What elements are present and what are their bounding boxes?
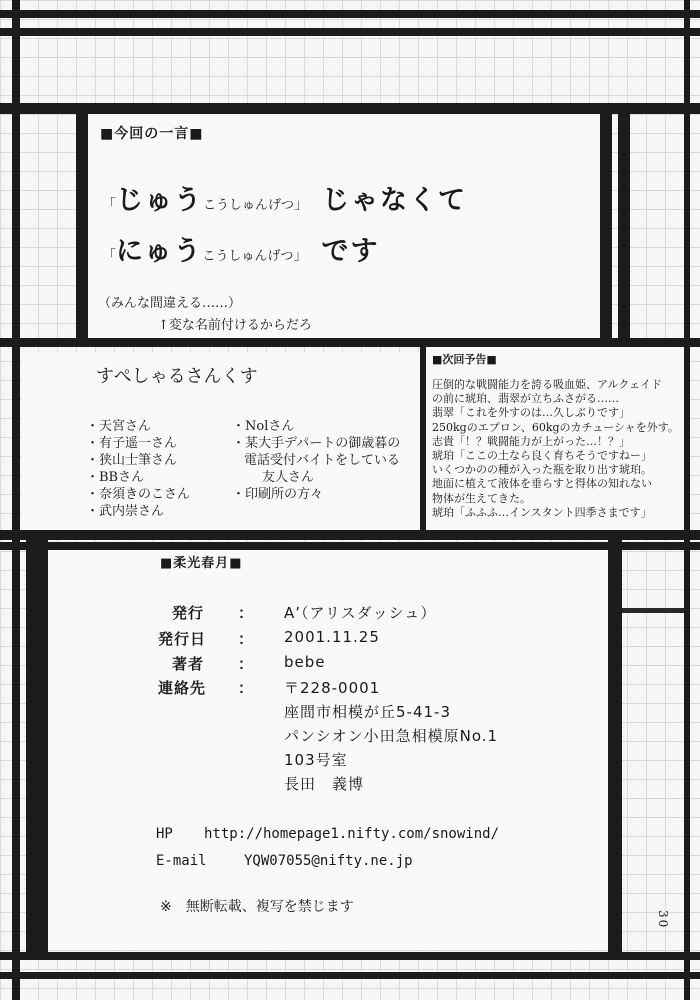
notice-line: 250kgのエプロン、60kgのカチューシャを外す。 [432, 420, 679, 434]
thanks-left-list [86, 418, 190, 520]
address-line: 座間市相模が丘5-41-3 [284, 703, 451, 721]
thanks-item: ・有子遥一さん [86, 436, 178, 451]
frame-bar-bottom-2 [0, 972, 700, 979]
thanks-item: ・天宮さん [86, 419, 152, 434]
frame-bar-left-2 [76, 103, 88, 345]
row-value: bebe [284, 653, 326, 671]
thanks-right-list [232, 418, 400, 503]
row-sep: ： [238, 630, 255, 648]
frame-bar-right-2 [618, 103, 630, 345]
word-main-1: じゅう [116, 185, 203, 216]
notice-line: いくつかのの種が入った瓶を取り出す琥珀。 [432, 463, 652, 477]
frame-bar-mid-2 [0, 338, 700, 347]
row-label: 発行 [172, 604, 205, 622]
address-line: パンシオン小田急相模原No.1 [284, 727, 499, 745]
frame-bar-mid-4 [0, 542, 700, 550]
hp-label: HP [156, 826, 173, 842]
notice-line: 物体が生えてきた。 [432, 491, 531, 505]
thanks-item: 友人さん [262, 470, 315, 485]
bracket-open: 「 [102, 248, 116, 264]
thanks-item: 電話受付バイトをしている [244, 453, 401, 468]
notice-line: 志貴「！？戦闘能力が上がった…！？」 [432, 434, 630, 448]
bracket-open: 「 [102, 197, 116, 213]
notice-line: 翡翠「これを外すのは…久しぶりです」 [432, 406, 630, 420]
thanks-item: ・Nolさん [232, 419, 295, 434]
word-line-1 [102, 178, 467, 217]
row-sep: ： [238, 655, 255, 673]
word-note-2: ↑変な名前付けるからだろ [158, 318, 312, 333]
row-label: 連絡先 [158, 679, 207, 697]
row-value: 〒228-0001 [284, 679, 381, 697]
frame-bar-right-thin [622, 608, 684, 613]
thanks-item: ・奈須きのこさん [86, 487, 191, 502]
notice-body [432, 378, 679, 520]
notice-line: 琥珀「ここの土なら良く育ちそうですねー」 [432, 449, 652, 463]
copyright-notice: ※ 無断転載、複写を禁じます [160, 899, 354, 915]
row-label: 発行日 [158, 630, 207, 648]
row-value: A’（アリスダッシュ） [284, 604, 437, 622]
notice-line: 圧倒的な戦闘能力を誇る吸血姫、アルクェイド [432, 378, 663, 391]
frame-bar-right-3 [608, 540, 622, 960]
thanks-item: ・武内崇さん [86, 504, 165, 519]
word-note-1: （みんな間違える……） [98, 296, 242, 311]
frame-bar-right-4 [684, 0, 690, 1000]
notice-line: 地面に植えて液体を垂らすと得体の知れない [432, 477, 652, 491]
word-tail-1: じゃなくて [322, 185, 468, 216]
thanks-title: すぺしゃるさんくす [96, 366, 258, 387]
thanks-item: ・狭山士筆さん [86, 453, 178, 468]
email-link[interactable]: YQW07055@nifty.ne.jp [244, 853, 413, 869]
notice-line: の前に琥珀、翡翠が立ちふさがる…… [432, 392, 619, 406]
row-sep: ： [238, 604, 255, 622]
word-reading-1: こうしゅんげつ [203, 198, 295, 213]
address-line: 長田 義博 [284, 775, 365, 793]
address-line: 103号室 [284, 751, 348, 769]
frame-bar-mid-3 [0, 530, 700, 540]
frame-bar-top-1 [0, 10, 700, 18]
word-tail-2: です [321, 236, 380, 267]
page-number: 30 [656, 910, 670, 930]
hp-link[interactable]: http://homepage1.nifty.com/snowind/ [204, 826, 500, 842]
frame-bar-mid-1 [0, 103, 700, 114]
word-reading-2: こうしゅんげつ [202, 249, 294, 264]
notice-header: ■次回予告■ [432, 353, 497, 366]
thanks-item: ・BBさん [86, 470, 145, 485]
word-header: ■今回の一言■ [100, 126, 204, 142]
thanks-item: ・某大手デパートの御歳暮の [232, 436, 401, 451]
frame-bar-divider [420, 347, 426, 532]
row-sep: ： [238, 679, 255, 697]
thanks-item: ・印刷所の方々 [232, 487, 324, 502]
frame-bar-top-2 [0, 28, 700, 36]
frame-bar-left-3 [26, 540, 48, 960]
colophon-header: ■柔光春月■ [160, 556, 243, 571]
row-label: 著者 [172, 655, 205, 673]
notice-line: 琥珀「ふふふ…インスタント四季さまです」 [432, 505, 652, 519]
bracket-close: 」 [294, 197, 309, 213]
word-main-2: にゅう [116, 236, 203, 267]
bracket-close: 」 [293, 248, 308, 264]
row-value: 2001.11.25 [284, 628, 380, 646]
frame-bar-left-1 [12, 0, 20, 1000]
frame-bar-right-1 [600, 103, 612, 345]
email-label: E-mail [156, 853, 207, 869]
word-line-2 [102, 229, 379, 268]
frame-bar-bottom-1 [0, 952, 700, 960]
